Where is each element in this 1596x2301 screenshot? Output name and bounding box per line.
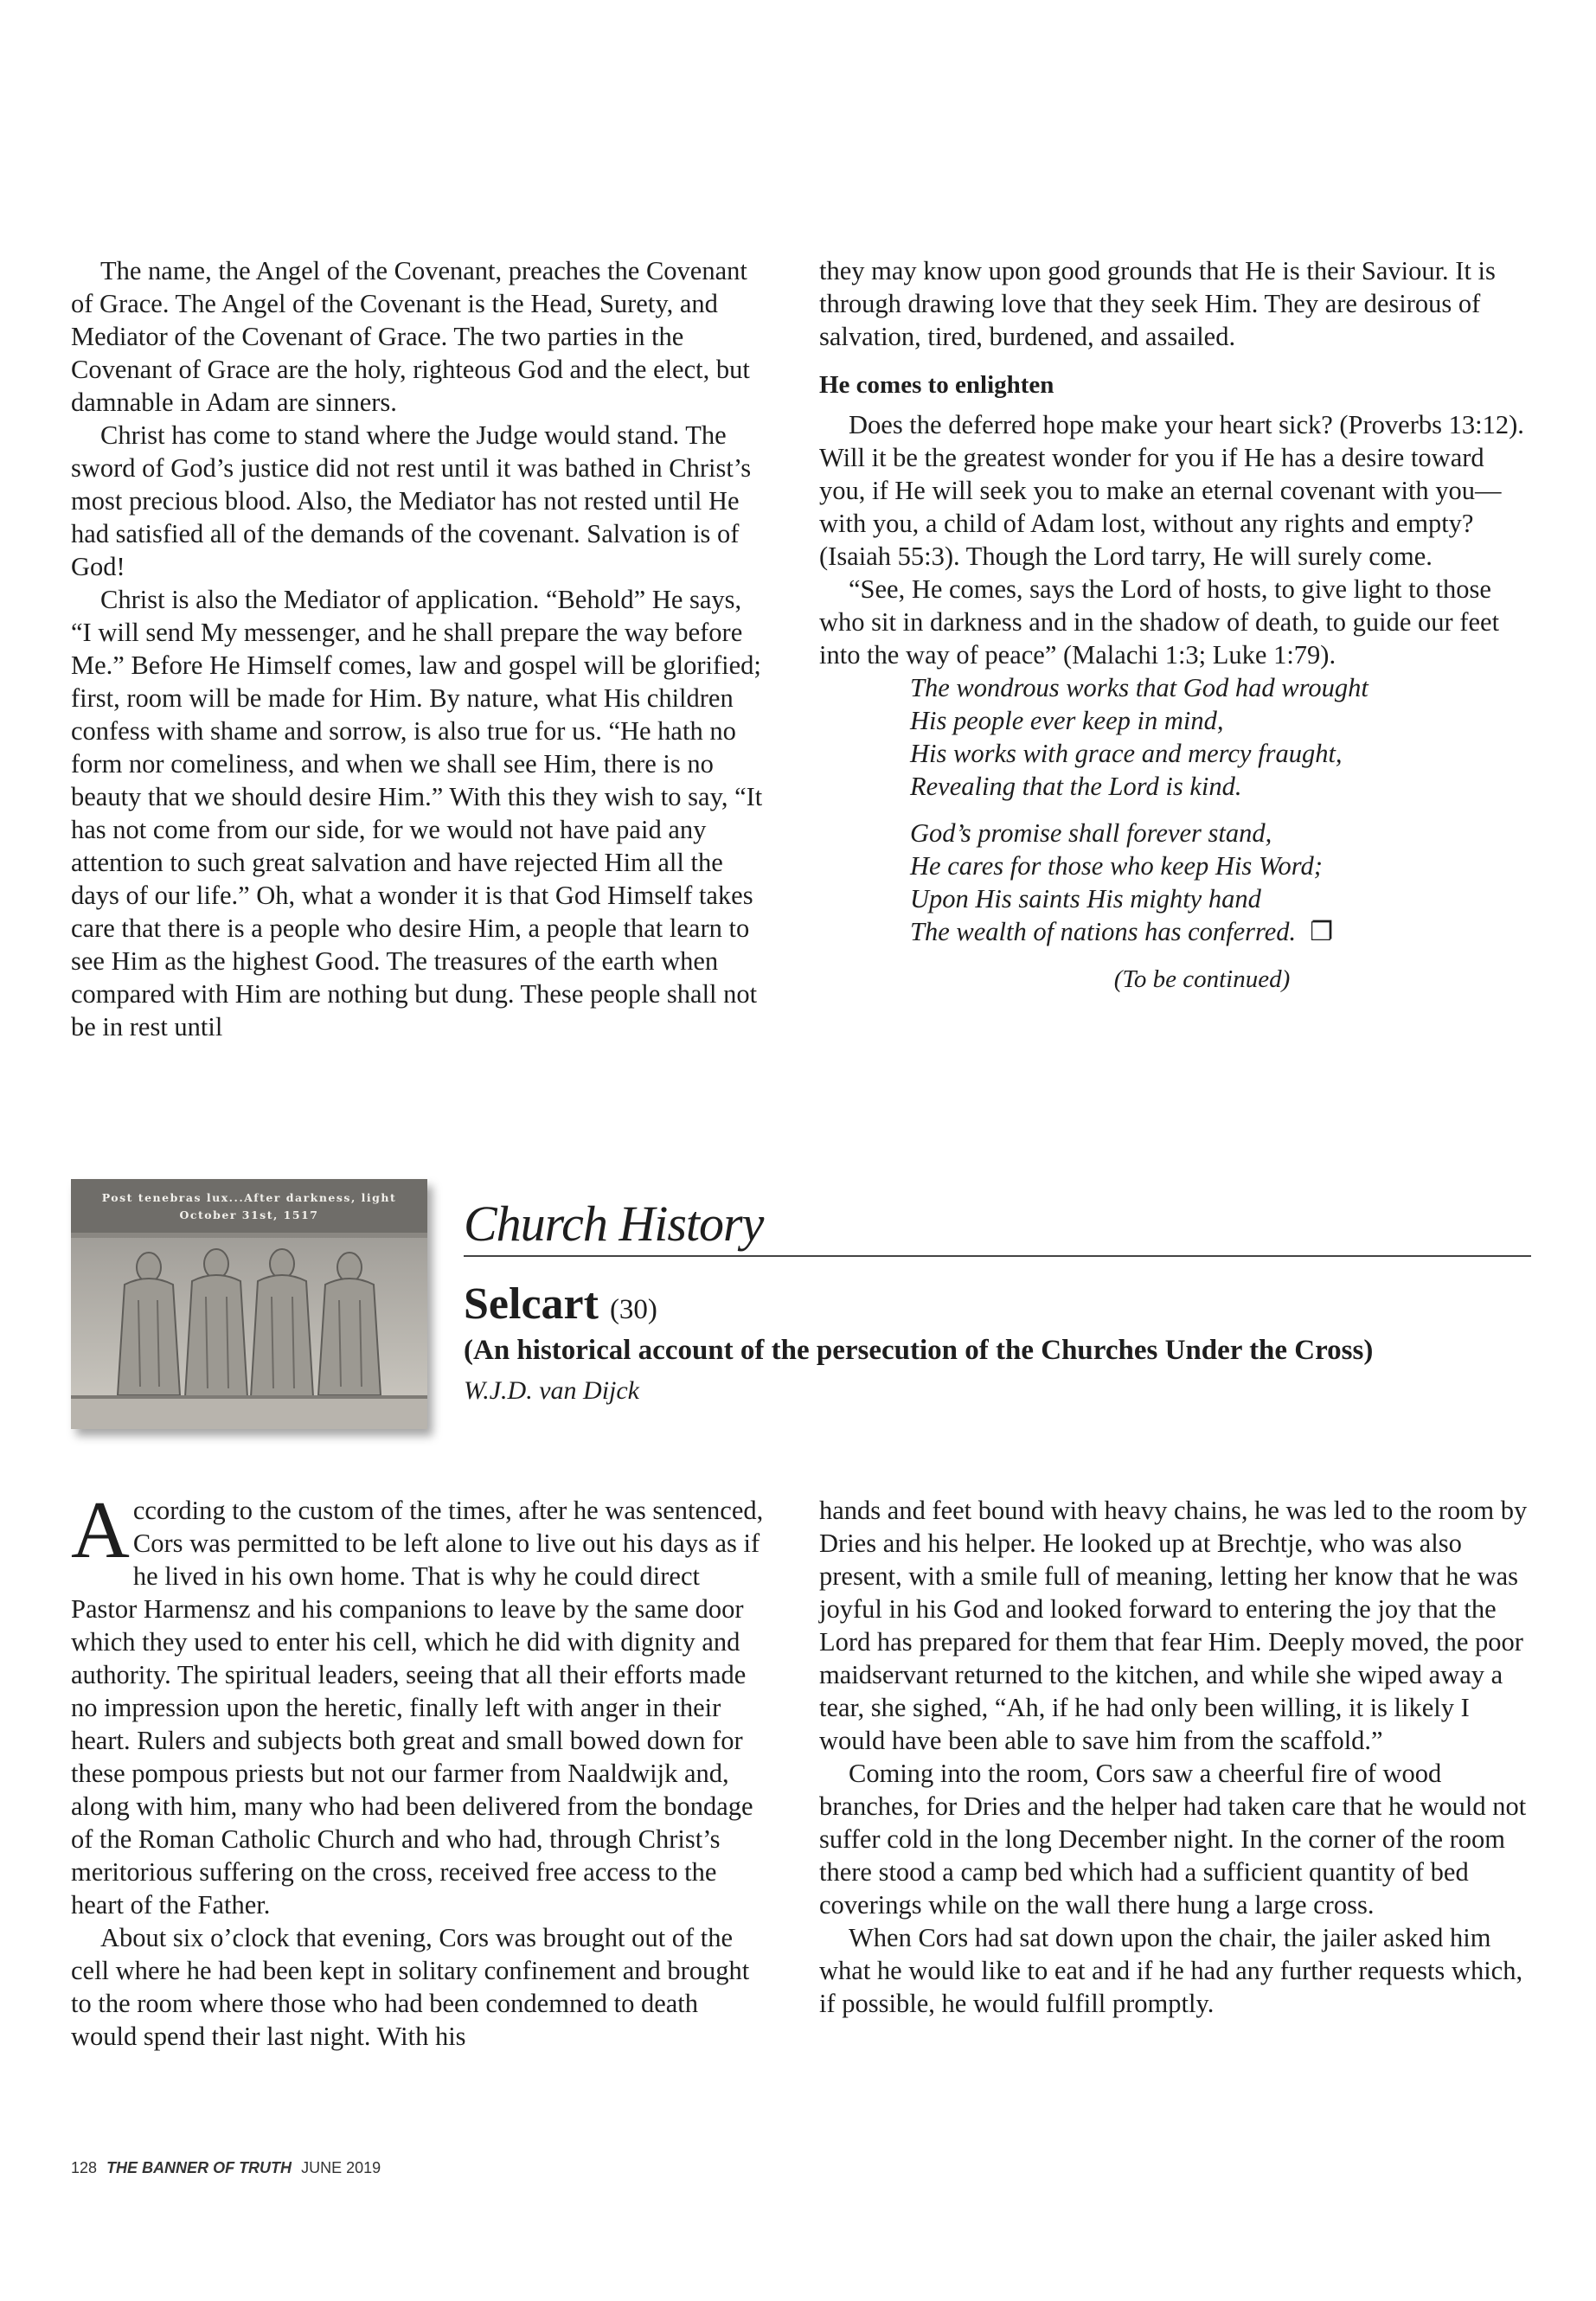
paragraph: Christ is also the Mediator of application. “Behold” He says, “I will send My messenger, and he shall prepare the way before Me.” Before He Himself comes, law and gospel will be glorified; first, room will be made for Him. By nature, what His children confess with shame and sorrow, is also true for us. “He hath no form nor comeliness, and when we shall see Him, there is no beauty that we should desire Him.” With this they wish to say, “It has not come from our side, for we would not have paid any attention to such great salvation and have rejected Him all the days of our life.” Oh, what a wonder it is that God Himself takes care that there is a people who desire Him, a people that learn to see Him as the highest Good. The treasures of the earth when compared with Him are nothing but dung. These people shall not be in rest until <box>71 585 763 1042</box>
end-mark-icon: ❐ <box>1310 918 1334 946</box>
paragraph: Coming into the room, Cors saw a cheerful fire of wood branches, for Dries and the helper had taken care that he would not suffer cold in the long December night. In the corner of the room there stood a camp bed which had a sufficient quantity of bed coverings while on the wall there hung a large cross. <box>819 1759 1527 1920</box>
continuation-paragraph: hands and feet bound with heavy chains, he was led to the room by Dries and his helper. He looked up at Brechtje, who was also present, with a smile full of meaning, letting her know that he was joyful in his God and looked forward to entering the joy that the Lord has prepared for them that fear Him. Deeply moved, the poor maidservant returned to the kitchen, and while she wiped away a tear, she sighed, “Ah, if he had only been willing, it is likely I would have been able to save him from the scaffold.” <box>819 1496 1528 1755</box>
poem-stanza-2 <box>910 817 1533 949</box>
drop-cap: A <box>71 1485 130 1575</box>
continuation-paragraph: they may know upon good grounds that He is their Saviour. It is through drawing love that they seek Him. They are desirous of salvation, tired, burdened, and assailed. <box>819 256 1496 351</box>
paragraph: About six o’clock that evening, Cors was brought out of the cell where he had been kept in solitary confinement and brought to the room where those who had been condemned to death would spend their last night. With his <box>71 1923 750 2051</box>
article-subtitle: (An historical account of the persecution of the Churches Under the Cross) <box>464 1335 1374 1366</box>
article-title <box>464 1279 657 1336</box>
paragraph: Does the deferred hope make your heart sick? (Proverbs 13:12). Will it be the greatest wonder for you if He has a desire toward you, if He will seek you to make an eternal covenant with you—with you, a child of Adam lost, without any rights and empty? (Isaiah 55:3). Though the Lord tarry, He will surely come. <box>819 410 1524 571</box>
reformation-wall-image <box>71 1179 427 1429</box>
magazine-name: THE BANNER OF TRUTH <box>106 2159 292 2176</box>
paragraph: Christ has come to stand where the Judge would stand. The sword of God’s justice did not rest until it was bathed in Christ’s most precious blood. Also, the Mediator has not rested until He had satisfied all of the demands of the covenant. Salvation is of God! <box>71 420 752 581</box>
article-author: W.J.D. van Dijck <box>464 1376 639 1405</box>
image-caption-line1: Post tenebras lux...After darkness, light <box>101 1191 397 1204</box>
poem-line: Upon His saints His mighty hand <box>910 884 1261 913</box>
article-title-text: Selcart <box>464 1279 599 1329</box>
poem-line: His people ever keep in mind, <box>910 706 1224 735</box>
first-paragraph <box>71 1485 767 1921</box>
top-right-column <box>819 254 1533 996</box>
top-left-column <box>71 254 767 1043</box>
bottom-left-column <box>71 1485 767 2053</box>
first-paragraph-text: ccording to the custom of the times, after he was sentenced, Cors was permitted to be left alone to live out his days as if he lived in his own home. That is why he could direct Pastor Harmensz and his companions to leave by the same door which they used to enter his cell, which he did with dignity and authority. The spiritual leaders, seeing that all their efforts made no impression upon the heretic, finally left with anger in their heart. Rulers and subjects both great and small bowed down for these pompous priests but not our farmer from Naaldwijk and, along with him, many who had been delivered from the bondage of the Roman Catholic Church and who had, through Christ’s meritorious suffering on the cross, received free access to the heart of the Father. <box>71 1496 764 1920</box>
poem-line: The wondrous works that God had wrought <box>910 673 1368 702</box>
poem-stanza-1 <box>910 671 1533 803</box>
subheading: He comes to enlighten <box>819 371 1054 399</box>
page-footer <box>71 2159 381 2177</box>
poem-line: He cares for those who keep His Word; <box>910 851 1323 881</box>
poem-line: Revealing that the Lord is kind. <box>910 772 1242 801</box>
paragraph: When Cors had sat down upon the chair, the jailer asked him what he would like to eat and if he had any further requests which, if possible, he would fulfill promptly. <box>819 1923 1523 2018</box>
poem-line-text: The wealth of nations has conferred. <box>910 917 1297 946</box>
paragraph: “See, He comes, says the Lord of hosts, to give light to those who sit in darkness and in the shadow of death, to guide our feet into the way of peace” (Malachi 1:3; Luke 1:79). <box>819 574 1500 670</box>
poem-line: God’s promise shall forever stand, <box>910 818 1272 848</box>
poem-line: His works with grace and mercy fraught, <box>910 739 1343 768</box>
bottom-right-column <box>819 1494 1533 2020</box>
section-divider <box>464 1255 1531 1257</box>
paragraph: The name, the Angel of the Covenant, preaches the Covenant of Grace. The Angel of the Covenant is the Head, Surety, and Mediator of the Covenant of Grace. The two parties in the Covenant of Grace are the holy, righteous God and the elect, but damnable in Adam are sinners. <box>71 256 750 417</box>
issue-date: JUNE 2019 <box>301 2159 381 2176</box>
to-be-continued: (To be continued) <box>1113 965 1291 993</box>
article-part-number: (30) <box>609 1294 657 1325</box>
poem <box>910 671 1533 949</box>
section-title: Church History <box>464 1195 764 1252</box>
page-number: 128 <box>71 2159 98 2176</box>
poem-line-last <box>910 915 1533 949</box>
image-caption-line2: October 31st, 1517 <box>179 1208 319 1221</box>
